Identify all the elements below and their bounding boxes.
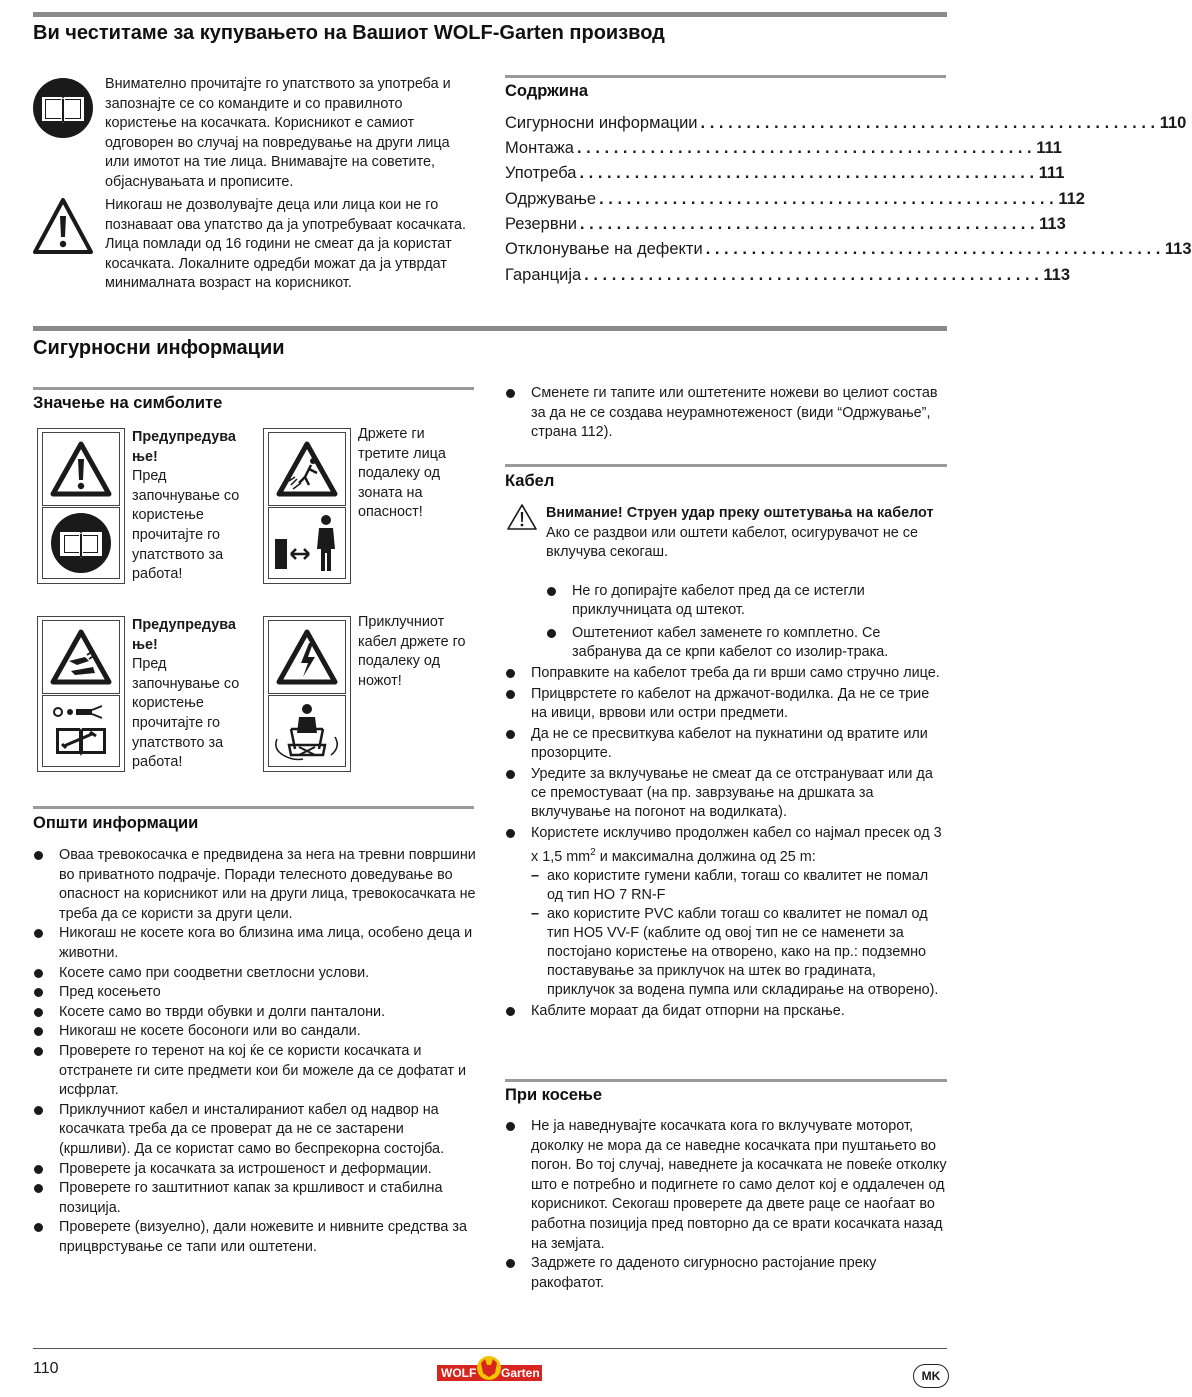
electric-shock-icon: [268, 620, 346, 694]
ext-cable-text-b: и максимална должина од 25 m:: [595, 848, 816, 865]
toc-item-page: 111: [1036, 139, 1062, 157]
list-item: Уредите за вклучување не смеат да се отстрануваат или да се премостуваат (на пр. заврзување на дршката за вклучување на погонот на водилката).: [505, 765, 947, 822]
contents-rule: [505, 75, 946, 78]
list-item: Никогаш не косете кога во близина има лица, особено деца и животни.: [33, 924, 478, 963]
plug-manual-icon: [42, 695, 120, 767]
sub-list-item: – ако користите PVC кабли тогаш со квалитет не помал од тип HO5 VV-F (каблите од овој тип не се наменети за постојано користење на отворено, како на пр.: подземно поставување за приклучок на штек во градината, приклучок за водена пумпа или складирање на отворено).: [531, 905, 947, 1000]
toc-leader: ..................................................: [584, 266, 1044, 284]
symbol3-bold: Предупредува ње!: [132, 617, 236, 653]
list-item: Никогаш не косете босоноги или во сандали.: [33, 1022, 478, 1042]
symbol1-desc: Пред започнување со користење прочитајте го упатството за работа!: [132, 468, 240, 583]
symbols-rule: [33, 387, 474, 390]
list-item: Оштетениот кабел заменете го комплетно. Се забранува да се крпи кабелот со изолир-трака.: [546, 624, 946, 662]
cable-warning-list: [546, 582, 946, 662]
caution-icon: [506, 503, 538, 531]
warning-triangle-icon: [42, 432, 120, 506]
toc-leader: ..................................................: [705, 240, 1165, 258]
mower-cable-icon: [268, 695, 346, 767]
top-rule: [33, 12, 947, 17]
toc-item[interactable]: [505, 240, 1192, 264]
sub-list-item: – ако користите гумени кабли, тогаш со квалитет не помал од тип HO 7 RN-F: [531, 867, 947, 905]
mowing-list: [505, 1117, 947, 1293]
list-item: Пред косењето: [33, 983, 478, 1003]
intro-read-manual-text: Внимателно прочитајте го упатството за употреба и запознајте се со командите и со правилното користење на косачката. Корисникот е самиот одговорен во случај на повредување на други лица или имотот на тие лица. Внимавајте на советите, објаснувањата и прописите.: [105, 76, 451, 190]
toc-item-label: Монтажа: [505, 139, 574, 157]
cable-rule: [505, 464, 947, 467]
general-title: Општи информации: [33, 814, 199, 832]
ext-cable-sublist: [531, 867, 947, 1000]
ext-cable-text-a: Користете исклучиво продолжен кабел со најмал пресек од 3 x 1,5 mm: [531, 825, 942, 865]
mowing-rule: [505, 1079, 947, 1082]
intro-children-warning-text: Никогаш не дозволувајте деца или лица кои не го познаваат ова упатство да ја употребуваат косачката. Лица помлади од 16 години не смеат да ја користат косачката. Локалните одредби можат да ја утврдат минималната возраст на корисникот.: [105, 197, 466, 292]
toc-item[interactable]: [505, 266, 1071, 290]
list-item: Проверете го теренот на кој ќе се користи косачката и отстранете ги сите предмети кои би можеле да се дофатат и исфрлат.: [33, 1042, 478, 1101]
toc-item-label: Резервни: [505, 215, 577, 233]
symbol-box-read-manual: [37, 428, 125, 584]
list-item: Косете само во тврди обувки и долги панталони.: [33, 1003, 478, 1023]
toc-leader: ..................................................: [579, 215, 1040, 233]
section-rule: [33, 326, 947, 331]
logo-text-left: WOLF: [441, 1366, 477, 1380]
toc-item[interactable]: [505, 215, 1066, 239]
page-number: 110: [33, 1360, 59, 1377]
warning-icon: [32, 196, 94, 256]
wolf-garten-logo: [437, 1355, 542, 1385]
symbol3-text: [132, 616, 254, 773]
symbol-box-unplug: [37, 616, 125, 772]
symbol4-text: Приклучниот кабел држете го подалеку од ножот!: [358, 614, 466, 689]
symbol2-text: Држете ги третите лица подалеку од зоната на опасност!: [358, 426, 446, 521]
safety-title: Сигурносни информации: [33, 337, 285, 359]
list-item: Сменете ги тапите или оштетените ножеви во целиот состав за да не се создава неурамнотеженост (види “Одржување”, страна 112).: [505, 384, 947, 443]
symbol-box-cable: [263, 616, 351, 772]
blades-list: [505, 384, 947, 443]
list-item: Оваа тревокосачка е предвидена за нега на тревни површини во приватното подрачје. Поради телесното доведување во опасност на корисникот или на други лица, тревокосачката не треба да се користи за други цели.: [33, 846, 478, 924]
toc-item-page: 112: [1058, 190, 1085, 208]
symbol-box-third-parties: [263, 428, 351, 584]
list-item: [505, 824, 947, 1000]
mowing-title: При косење: [505, 1086, 603, 1104]
list-item: Косете само при соодветни светлосни услови.: [33, 964, 478, 984]
cable-warning-bold: Внимание! Струен удар преку оштетувања на кабелот: [546, 505, 934, 521]
cable-warning: [546, 504, 946, 563]
general-rule: [33, 806, 474, 809]
cable-warning-text: Ако се раздвои или оштети кабелот, осигурувачот не се вклучува секогаш.: [546, 524, 919, 561]
symbol1-bold: Предупредува ње!: [132, 429, 236, 465]
toc-item-label: Употреба: [505, 164, 577, 182]
symbol1-text: [132, 428, 254, 585]
list-item: Задржете го даденото сигурносно растојание преку ракофатот.: [505, 1254, 947, 1293]
toc-item-label: Одржување: [505, 190, 597, 208]
page-title: Ви честитаме за купувањето на Вашиот WOLF-Garten производ: [33, 22, 665, 44]
list-item: Не го допирајте кабелот пред да се истегли приклучницата од штекот.: [546, 582, 946, 620]
toc-item-page: 113: [1043, 266, 1071, 284]
toc-item[interactable]: [505, 164, 1065, 188]
toc-item[interactable]: [505, 190, 1085, 214]
general-list: [33, 846, 478, 1257]
distance-person-icon: [268, 507, 346, 579]
ext-cable-sup: 2: [590, 847, 596, 858]
toc-leader: ..................................................: [599, 190, 1059, 208]
cable-list: [505, 664, 947, 1021]
list-item: Приклучниот кабел и инсталираниот кабел од надвор на косачката треба да се проверат да не се застарени (кршливи). Да се користат само во беспрекорна состојба.: [33, 1101, 478, 1160]
list-item: Поправките на кабелот треба да ги врши само стручно лице.: [505, 664, 947, 683]
list-item: Не ја наведнувајте косачката кога го вклучувате моторот, доколку не мора да се наведне косачката при пуштањето во погон. Во тој случај, наведнете ја косачката не повеќе отколку што е потребно и подигнете го само делот кој е оддалечен од корисникот. Секогаш проверете да двете раце се наоѓаат во работна позиција пред повторно да се врати косачката назад на земјата.: [505, 1117, 947, 1254]
hand-blade-warning-icon: [42, 620, 120, 694]
list-item: Прицврстете го кабелот на држачот-водилка. Да не се трие на ивици, врвови или остри предмети.: [505, 685, 947, 723]
book-icon: [32, 77, 94, 139]
toc-leader: ..................................................: [576, 139, 1037, 157]
logo-text-right: Garten: [501, 1366, 540, 1380]
language-badge: MK: [913, 1364, 949, 1388]
toc-item-page: 113: [1164, 240, 1192, 258]
toc-item-page: 113: [1039, 215, 1066, 233]
symbols-title: Значење на симболите: [33, 394, 223, 412]
read-manual-icon: [42, 507, 120, 579]
list-item: Проверете го заштитниот капак за кршливост и стабилна позиција.: [33, 1179, 478, 1218]
list-item: Да не се пресвиткува кабелот на пукнатини од вратите или прозорците.: [505, 725, 947, 763]
toc-item-page: 110: [1159, 114, 1187, 132]
toc-item-page: 111: [1038, 164, 1065, 182]
toc-leader: ..................................................: [700, 114, 1160, 132]
cable-title: Кабел: [505, 472, 555, 490]
footer-rule: [33, 1348, 947, 1349]
toc-leader: ..................................................: [579, 164, 1039, 182]
toc-item-label: Гаранција: [505, 266, 582, 284]
list-item: Каблите мораат да бидат отпорни на прскање.: [505, 1002, 947, 1021]
toc-item[interactable]: [505, 114, 1187, 138]
symbol3-desc: Пред започнување со користење прочитајте го упатството за работа!: [132, 656, 240, 771]
thrown-objects-icon: [268, 432, 346, 506]
toc-item-label: Сигурносни информации: [505, 114, 698, 132]
toc-item-label: Отклонување на дефекти: [505, 240, 703, 258]
list-item: Проверете (визуелно), дали ножевите и нивните средства за прицврстување се тапи или оштетени.: [33, 1218, 478, 1257]
contents-title: Содржина: [505, 82, 589, 100]
list-item: Проверете ја косачката за истрошеност и деформации.: [33, 1160, 478, 1180]
toc-item[interactable]: [505, 139, 1062, 163]
